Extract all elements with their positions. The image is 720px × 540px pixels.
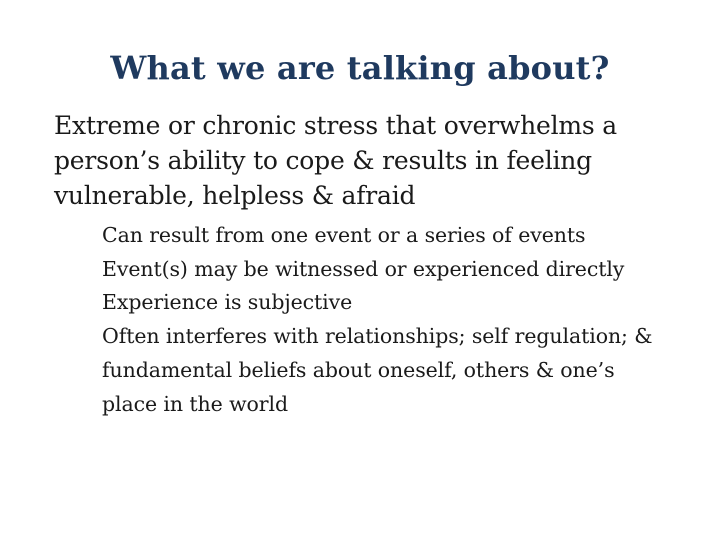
bullet-item: Experience is subjective bbox=[102, 290, 353, 314]
slide-title: What we are talking about? bbox=[110, 49, 610, 87]
bullet-item: Often interferes with relationships; self regulation; & fundamental beliefs about oneself, others & one’s place in the world bbox=[102, 324, 653, 416]
slide-body bbox=[54, 108, 694, 421]
bullet-list bbox=[54, 219, 662, 421]
bullet-item: Can result from one event or a series of events bbox=[102, 223, 586, 247]
bullet-item: Event(s) may be witnessed or experienced directly bbox=[102, 257, 625, 281]
main-text: Extreme or chronic stress that overwhelms a person’s ability to cope & results in feeling vulnerable, helpless & afraid bbox=[54, 111, 617, 210]
